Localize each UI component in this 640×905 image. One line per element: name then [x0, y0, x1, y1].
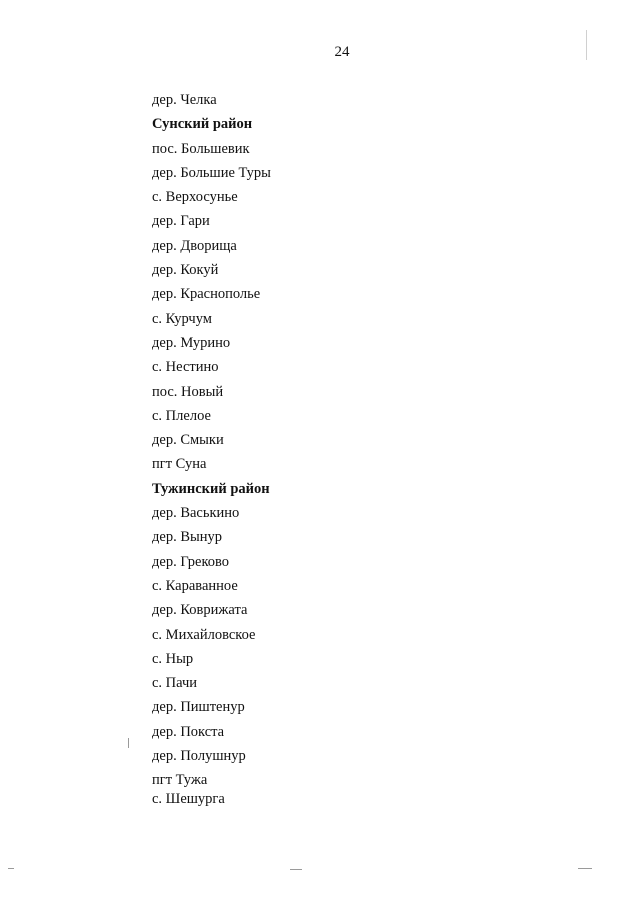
settlement-item: с. Верхосунье	[152, 189, 238, 206]
settlement-item: дер. Гари	[152, 213, 210, 230]
settlement-item: с. Нестино	[152, 359, 219, 376]
settlement-item: с. Пачи	[152, 675, 198, 692]
settlement-item: с. Ныр	[152, 650, 194, 667]
settlement-item: дер. Греково	[152, 553, 230, 570]
scan-mark	[8, 868, 14, 869]
scan-mark	[290, 869, 302, 870]
settlement-item: с. Михайловское	[152, 626, 256, 643]
scan-mark	[128, 738, 129, 748]
page-number: 24	[334, 44, 350, 60]
settlement-item: с. Курчум	[152, 310, 212, 327]
settlement-item: дер. Полушнур	[152, 748, 246, 765]
settlement-item: с. Плелое	[152, 407, 211, 424]
settlement-list	[152, 88, 271, 812]
settlement-item: дер. Большие Туры	[152, 164, 271, 181]
settlement-item: пгт Тужа	[152, 772, 208, 789]
settlement-item: дер. Пиштенур	[152, 699, 245, 716]
settlement-item: дер. Коврижата	[152, 602, 248, 619]
scan-mark	[586, 30, 587, 60]
settlement-item: пос. Большевик	[152, 140, 250, 157]
settlement-item: дер. Дворища	[152, 237, 237, 254]
settlement-item: дер. Кокуй	[152, 262, 219, 279]
settlement-item: дер. Покста	[152, 723, 225, 740]
district-heading: Сунский район	[152, 116, 253, 133]
settlement-item: дер. Краснополье	[152, 286, 261, 303]
settlement-item: дер. Васькино	[152, 505, 240, 522]
settlement-item: пос. Новый	[152, 383, 224, 400]
settlement-item: дер. Смыки	[152, 432, 224, 449]
settlement-item: с. Караванное	[152, 577, 238, 594]
district-heading: Тужинский район	[152, 480, 270, 497]
settlement-item: дер. Челка	[152, 92, 217, 108]
settlement-item: пгт Суна	[152, 456, 207, 473]
settlement-item: дер. Мурино	[152, 334, 231, 351]
settlement-item: с. Шешурга	[152, 791, 225, 808]
scan-mark	[578, 868, 592, 869]
settlement-item: дер. Вынур	[152, 529, 222, 546]
